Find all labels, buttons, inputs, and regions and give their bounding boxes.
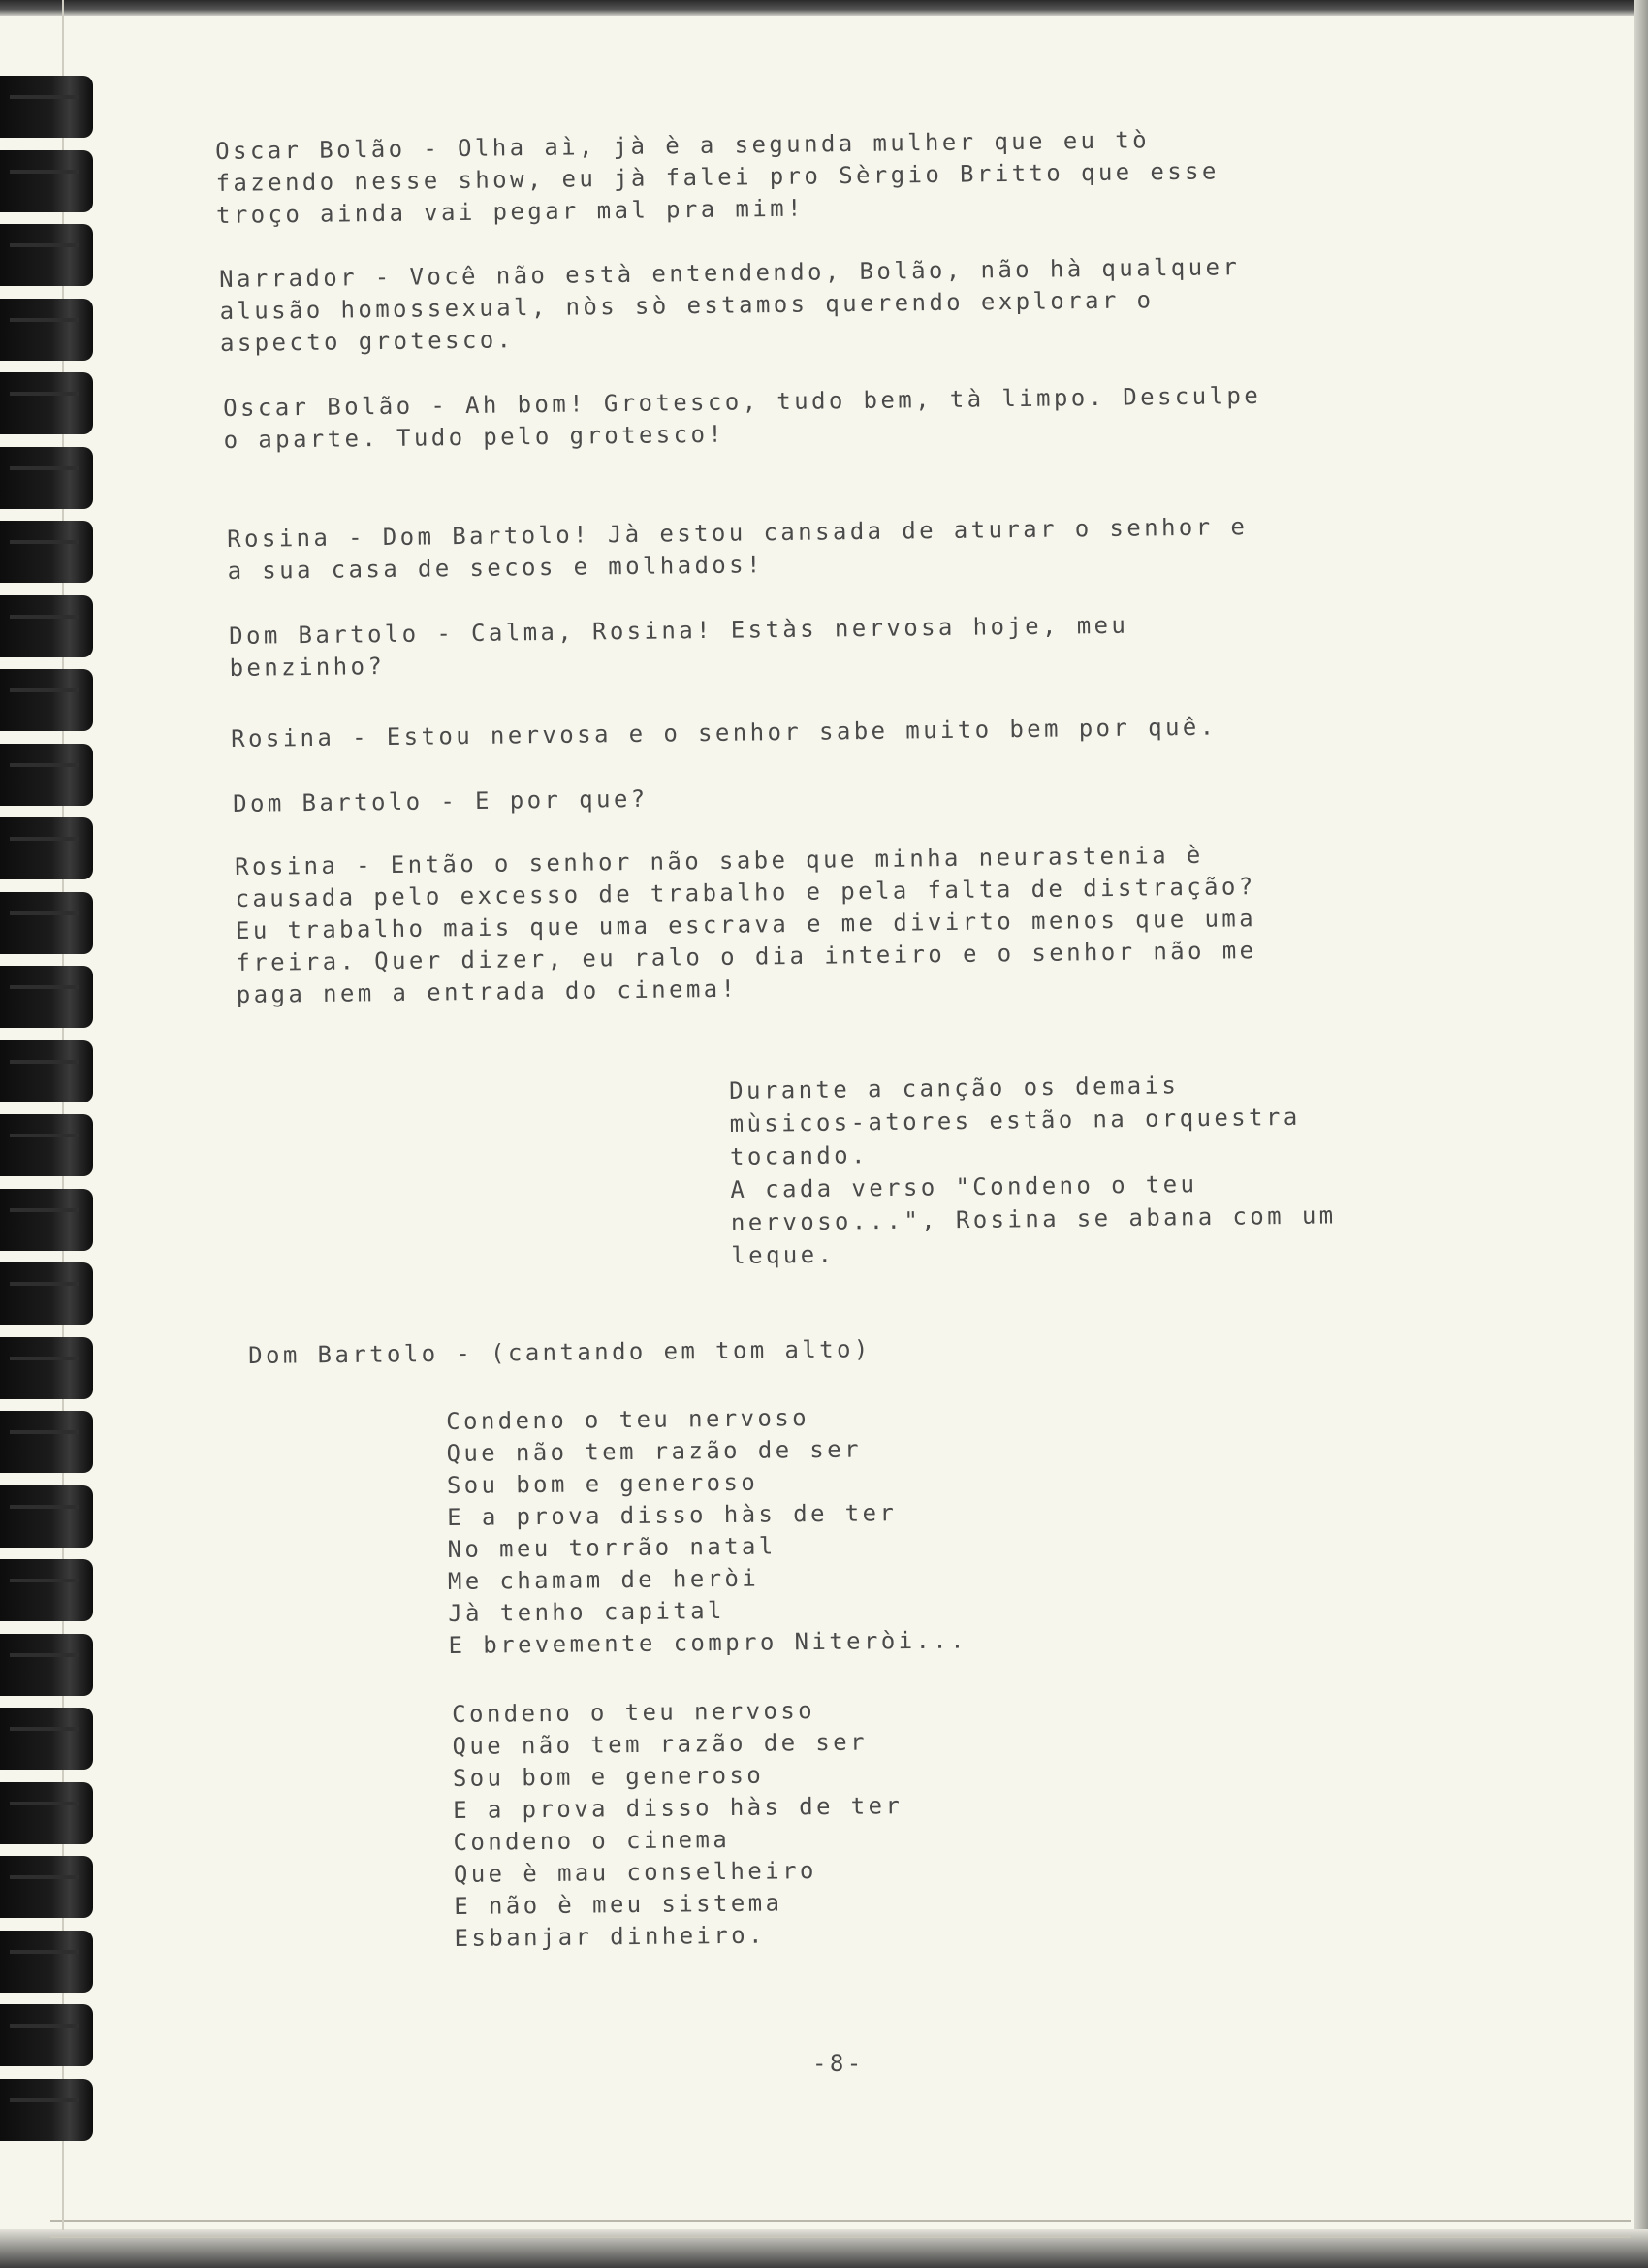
- binding-ring: [0, 1708, 93, 1770]
- binding-ring: [0, 372, 93, 434]
- binding-ring: [0, 1931, 93, 1993]
- binding-ring: [0, 1485, 93, 1548]
- dialogue-narrador: Narrador - Você não està entendendo, Bolão, não hà qualquer alusão homossexual, nòs sò estamos querendo explorar o aspecto grotesco.: [219, 253, 1241, 357]
- dialogue-rosina-2: Rosina - Estou nervosa e o senhor sabe muito bem por quê.: [231, 713, 1218, 752]
- binding-ring: [0, 595, 93, 657]
- binding-ring: [0, 224, 93, 286]
- binding-ring: [0, 1337, 93, 1399]
- song-verse-1: Condeno o teu nervoso Que não tem razão de ser Sou bom e generoso E a prova disso hàs de ter No meu torrão natal Me chamam de heròi Jà tenho capital E brevemente compro Niteròi...: [446, 1404, 968, 1659]
- dialogue-rosina-1: Rosina - Dom Bartolo! Jà estou cansada de aturar o senhor e a sua casa de secos e molhados!: [227, 513, 1249, 585]
- page-number: -8-: [812, 2050, 865, 2077]
- binding-ring: [0, 1114, 93, 1176]
- stage-direction: Durante a canção os demais mùsicos-atores estão na orquestra tocando. A cada verso "Condeno o teu nervoso...", Rosina se abana com um leque.: [729, 1071, 1337, 1269]
- dialogue-dom-bartolo-2: Dom Bartolo - E por que?: [233, 784, 649, 817]
- dialogue-dom-bartolo-1: Dom Bartolo - Calma, Rosina! Estàs nervosa hoje, meu benzinho?: [229, 611, 1129, 682]
- song-verse-2: Condeno o teu nervoso Que não tem razão de ser Sou bom e generoso E a prova disso hàs de ter Condeno o cinema Que è mau conselheiro E não è meu sistema Esbanjar dinheiro.: [452, 1697, 903, 1952]
- binding-ring: [0, 299, 93, 361]
- page-fold-line: [50, 2220, 1631, 2238]
- right-page-edge: [1634, 0, 1648, 2268]
- top-page-edge: [0, 0, 1648, 16]
- binding-ring: [0, 76, 93, 138]
- binding-ring: [0, 1189, 93, 1251]
- binding-ring: [0, 150, 93, 212]
- binding-ring: [0, 669, 93, 731]
- binding-ring: [0, 1634, 93, 1696]
- binding-ring: [0, 2079, 93, 2141]
- binding-ring: [0, 1856, 93, 1918]
- binding-ring: [0, 744, 93, 806]
- song-speaker-line: Dom Bartolo - (cantando em tom alto): [248, 1335, 872, 1369]
- spiral-binding: [0, 0, 107, 2268]
- dialogue-oscar-bolao-1: Oscar Bolão - Olha aì, jà è a segunda mulher que eu tò fazendo nesse show, eu jà falei pro Sèrgio Britto que esse troço ainda vai pegar mal pra mim!: [215, 126, 1220, 229]
- binding-ring: [0, 2004, 93, 2066]
- binding-ring: [0, 447, 93, 509]
- binding-ring: [0, 1559, 93, 1621]
- dialogue-oscar-bolao-2: Oscar Bolão - Ah bom! Grotesco, tudo bem, tà limpo. Desculpe o aparte. Tudo pelo grotesco!: [223, 381, 1262, 454]
- binding-ring: [0, 817, 93, 879]
- binding-ring: [0, 1411, 93, 1473]
- binding-ring: [0, 892, 93, 954]
- binding-ring: [0, 1040, 93, 1102]
- binding-ring: [0, 1262, 93, 1325]
- dialogue-rosina-3: Rosina - Então o senhor não sabe que minha neurastenia è causada pelo excesso de trabalho e pela falta de distração? Eu trabalho mais que uma escrava e me divirto menos que uma freira. Quer dizer, eu ralo o dia inteiro e o senhor não me paga nem a entrada do cinema!: [235, 841, 1257, 1008]
- binding-ring: [0, 1782, 93, 1844]
- binding-ring: [0, 521, 93, 583]
- binding-ring: [0, 966, 93, 1028]
